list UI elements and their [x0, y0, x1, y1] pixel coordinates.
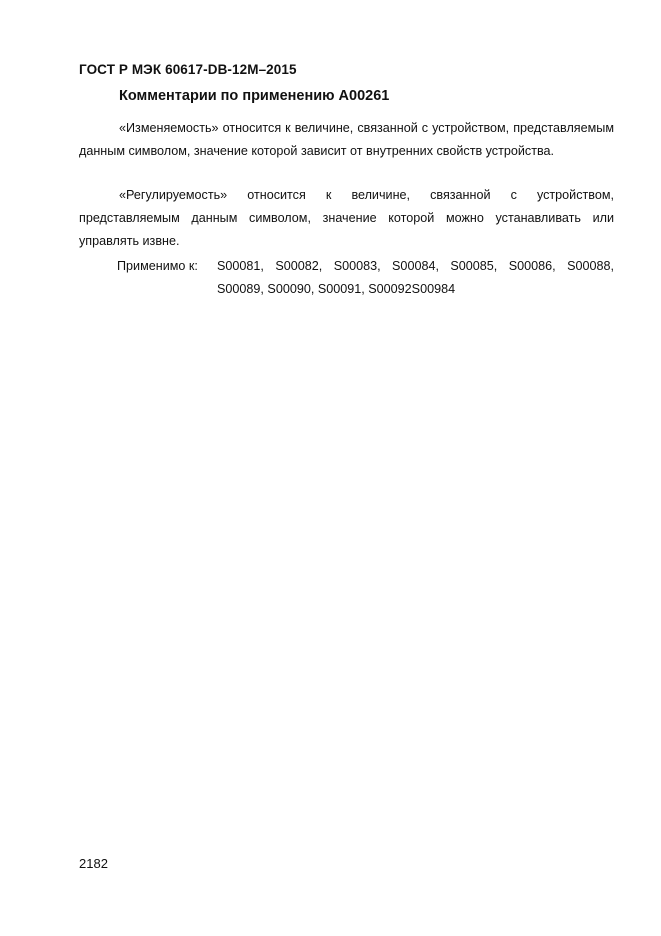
- applies-to-list: S00081, S00082, S00083, S00084, S00085, S00086, S00088, S00089, S00090, S00091, S00092S00984: [217, 259, 614, 296]
- standard-designation: ГОСТ Р МЭК 60617-DB-12M–2015: [79, 62, 297, 77]
- paragraph-variability: [79, 117, 614, 163]
- page-number: 2182: [79, 856, 108, 871]
- paragraph-adjustability: [79, 184, 614, 253]
- applies-to-label: Применимо к:: [117, 259, 198, 273]
- paragraph-text: «Изменяемость» относится к величине, связанной с устройством, представляемым данным символом, значение которой зависит от внутренних свойств устройства.: [79, 121, 614, 158]
- paragraph-text: «Регулируемость» относится к величине, связанной с устройством, представляемым данным символом, значение которой можно устанавливать или управлять извне.: [79, 188, 614, 248]
- section-title: Комментарии по применению A00261: [119, 88, 390, 104]
- applies-to-block: [117, 255, 614, 301]
